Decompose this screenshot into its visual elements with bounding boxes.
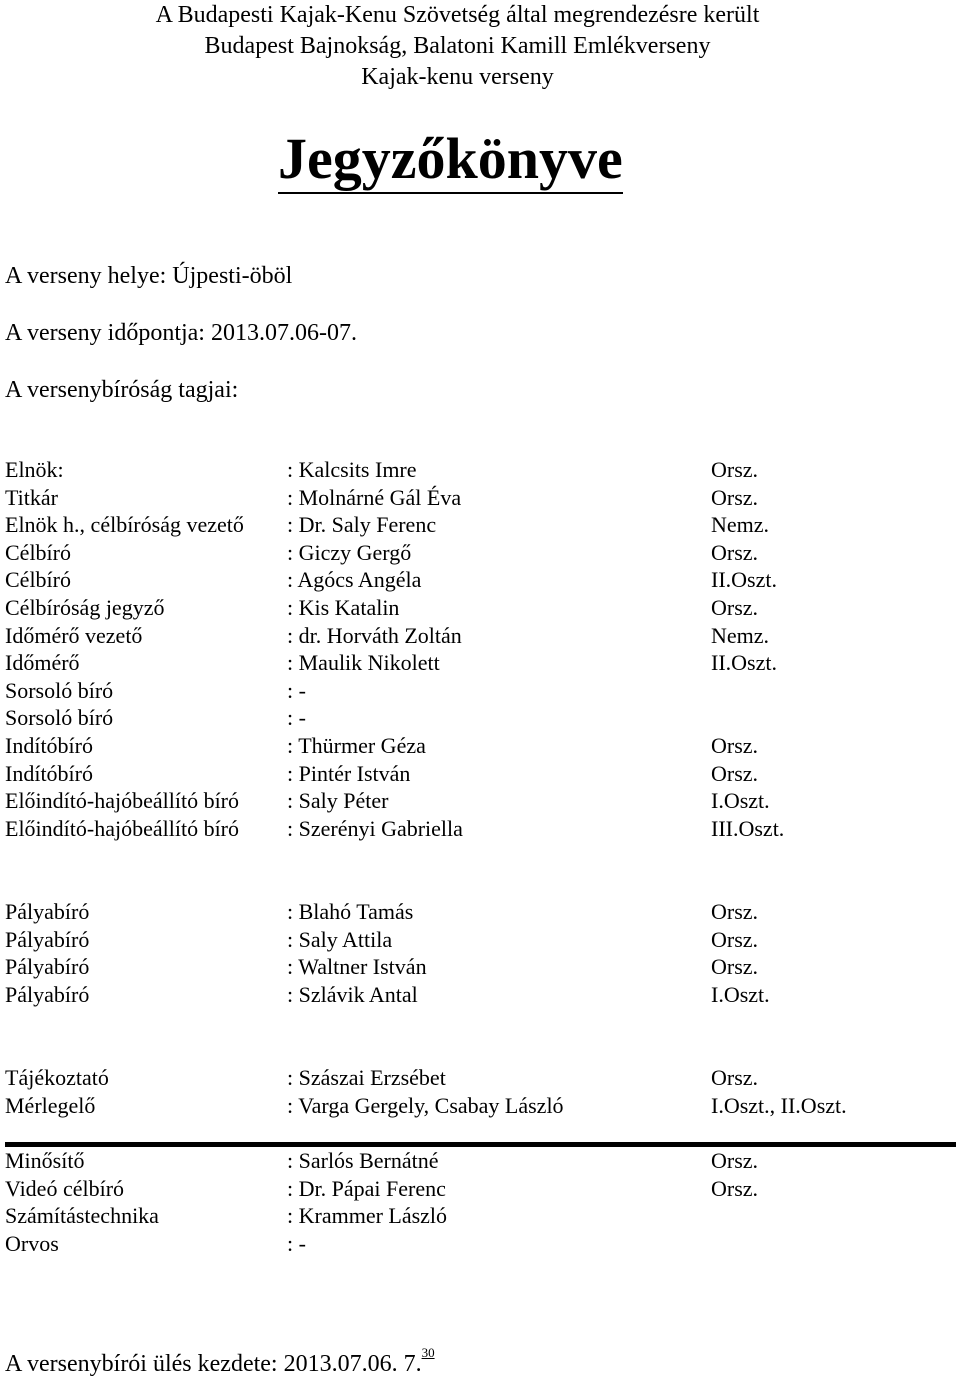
- member-role: Előindító-hajóbeállító bíró: [5, 788, 240, 814]
- member-role: Célbíró: [5, 567, 71, 593]
- jury-member-row: [5, 594, 955, 622]
- member-name: : Pintér István: [287, 760, 411, 786]
- member-class: Nemz.: [711, 622, 770, 648]
- jury-member-row: [5, 1147, 955, 1175]
- jury-member-row: [5, 926, 955, 954]
- meeting-start-line: [5, 1338, 435, 1379]
- member-class: III.Oszt.: [711, 815, 785, 841]
- jury-member-row: [5, 677, 955, 705]
- member-role: Pályabíró: [5, 981, 90, 1007]
- member-role: Időmérő vezető: [5, 622, 143, 648]
- member-name: : Blahó Tamás: [287, 899, 414, 924]
- jury-member-row: [5, 622, 955, 650]
- member-role: Sorsoló bíró: [5, 705, 114, 731]
- member-role: Pályabíró: [5, 926, 90, 952]
- jury-heading: A versenybíróság tagjai:: [5, 377, 239, 403]
- document-title: Jegyzőkönyve: [278, 126, 623, 194]
- member-name: : Dr. Pápai Ferenc: [287, 1175, 446, 1201]
- member-name: : -: [287, 1230, 306, 1256]
- member-class: Orsz.: [711, 539, 759, 565]
- member-name: : Agócs Angéla: [287, 567, 422, 593]
- meeting-start-text: A versenybírói ülés kezdete: 2013.07.06. 7.: [5, 1351, 422, 1377]
- member-role: Tájékoztató: [5, 1065, 109, 1090]
- member-class: II.Oszt.: [711, 567, 777, 593]
- member-name: : dr. Horváth Zoltán: [287, 622, 462, 648]
- member-name: : Krammer László: [287, 1203, 448, 1229]
- member-role: Minősítő: [5, 1148, 85, 1173]
- member-class: Orsz.: [711, 595, 759, 620]
- document-header: [0, 0, 915, 93]
- jury-member-row: [5, 1092, 955, 1120]
- member-role: Elnök h., célbíróság vezető: [5, 512, 244, 538]
- member-name: : Giczy Gergő: [287, 539, 412, 565]
- jury-member-row: [5, 981, 955, 1009]
- venue-line: A verseny helye: Újpesti-öböl: [5, 263, 293, 289]
- date-line: A verseny időpontja: 2013.07.06-07.: [5, 320, 357, 346]
- jury-member-row: [5, 649, 955, 677]
- member-role: Időmérő: [5, 650, 80, 676]
- member-role: Orvos: [5, 1230, 59, 1256]
- header-line-2: Budapest Bajnokság, Balatoni Kamill Emlékverseny: [204, 33, 711, 59]
- member-class: I.Oszt.: [711, 788, 770, 814]
- member-role: Célbíróság jegyző: [5, 595, 165, 620]
- jury-member-row: [5, 760, 955, 788]
- member-name: : Szászai Erzsébet: [287, 1065, 446, 1090]
- member-role: Sorsoló bíró: [5, 677, 114, 703]
- member-class: I.Oszt.: [711, 981, 770, 1007]
- member-name: : Dr. Saly Ferenc: [287, 512, 437, 538]
- jury-member-row: [5, 732, 955, 760]
- jury-member-row: [5, 1230, 955, 1258]
- member-class: Orsz.: [711, 954, 759, 980]
- jury-member-row: [5, 456, 955, 484]
- member-name: : -: [287, 677, 306, 703]
- jury-member-row: [5, 539, 955, 567]
- member-role: Előindító-hajóbeállító bíró: [5, 815, 240, 841]
- member-role: Titkár: [5, 484, 58, 510]
- member-role: Elnök:: [5, 457, 64, 482]
- member-name: : Kis Katalin: [287, 595, 400, 620]
- jury-member-row: [5, 566, 955, 594]
- member-name: : Varga Gergely, Csabay László: [287, 1092, 564, 1118]
- jury-member-row: [5, 484, 955, 512]
- jury-member-row: [5, 511, 955, 539]
- meeting-start-minutes: 30: [421, 1345, 435, 1360]
- member-role: Pályabíró: [5, 954, 90, 980]
- member-class: Orsz.: [711, 484, 759, 510]
- member-class: Orsz.: [711, 1175, 759, 1201]
- member-class: Orsz.: [711, 760, 759, 786]
- member-role: Számítástechnika: [5, 1203, 159, 1229]
- header-line-1: A Budapesti Kajak-Kenu Szövetség által megrendezésre került: [155, 2, 760, 28]
- member-class: Nemz.: [711, 512, 770, 538]
- member-role: Indítóbíró: [5, 733, 93, 758]
- member-name: : Sarlós Bernátné: [287, 1148, 439, 1173]
- member-name: : Molnárné Gál Éva: [287, 484, 462, 510]
- member-class: Orsz.: [711, 926, 759, 952]
- member-role: Mérlegelő: [5, 1092, 96, 1118]
- member-class: Orsz.: [711, 1148, 759, 1173]
- jury-member-row: [5, 815, 955, 843]
- member-name: : Saly Péter: [287, 788, 389, 814]
- member-class: I.Oszt., II.Oszt.: [711, 1092, 847, 1118]
- member-name: : Waltner István: [287, 954, 427, 980]
- jury-member-row: [5, 704, 955, 732]
- jury-member-row: [5, 1064, 955, 1092]
- member-role: Célbíró: [5, 539, 71, 565]
- member-name: : Kalcsits Imre: [287, 457, 417, 482]
- header-line-3: Kajak-kenu verseny: [361, 64, 554, 90]
- member-name: : Maulik Nikolett: [287, 650, 440, 676]
- jury-member-row: [5, 1202, 955, 1230]
- member-class: II.Oszt.: [711, 650, 777, 676]
- member-class: Orsz.: [711, 733, 759, 758]
- jury-member-row: [5, 953, 955, 981]
- jury-member-row: [5, 787, 955, 815]
- member-role: Videó célbíró: [5, 1175, 125, 1201]
- member-name: : Szerényi Gabriella: [287, 815, 463, 841]
- member-name: : Szlávik Antal: [287, 981, 418, 1007]
- member-name: : Saly Attila: [287, 926, 393, 952]
- member-class: Orsz.: [711, 457, 759, 482]
- jury-member-row: [5, 898, 955, 926]
- member-role: Pályabíró: [5, 899, 90, 924]
- member-class: Orsz.: [711, 1065, 759, 1090]
- jury-member-row: [5, 1175, 955, 1203]
- member-name: : -: [287, 705, 306, 731]
- member-class: Orsz.: [711, 899, 759, 924]
- member-name: : Thürmer Géza: [287, 733, 426, 758]
- member-role: Indítóbíró: [5, 760, 93, 786]
